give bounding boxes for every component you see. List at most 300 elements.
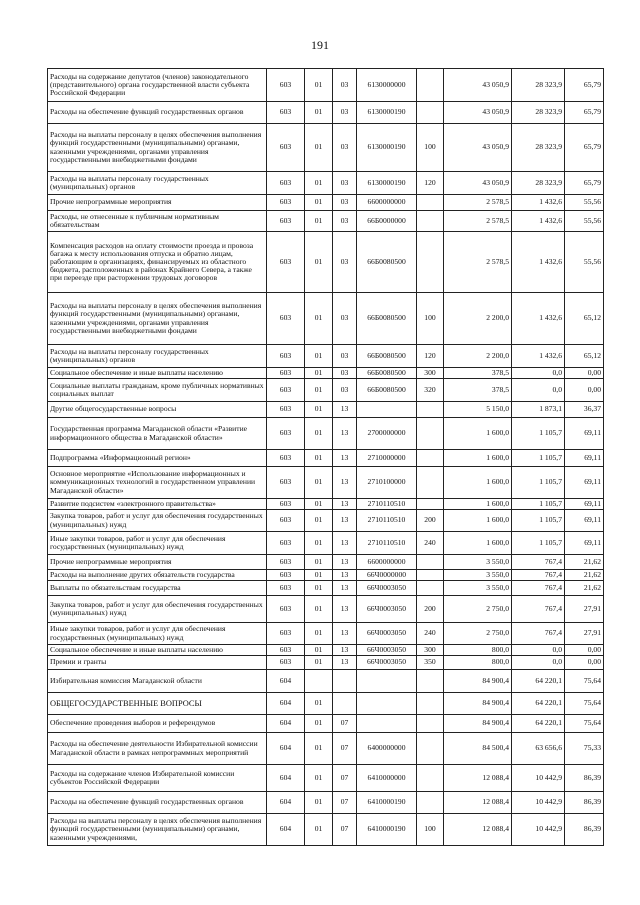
table-row — [48, 124, 604, 172]
subsection-code-cell: 03 — [333, 172, 357, 195]
expense-type-cell: 120 — [417, 172, 444, 195]
expense-type-cell: 320 — [417, 379, 444, 402]
target-article-cell: 2710100000 — [357, 467, 417, 499]
table-row — [48, 172, 604, 195]
target-article-cell: 6410000190 — [357, 792, 417, 814]
plan-amount-cell: 3 550,0 — [444, 555, 512, 570]
subsection-code-cell: 13 — [333, 623, 357, 645]
plan-amount-cell: 2 578,5 — [444, 211, 512, 232]
section-code-cell: 01 — [305, 792, 333, 814]
ministry-code-cell: 603 — [267, 581, 305, 596]
ministry-code-cell: 604 — [267, 792, 305, 814]
fact-amount-cell: 1 105,7 — [512, 467, 565, 499]
ministry-code-cell: 603 — [267, 656, 305, 670]
expense-type-cell: 300 — [417, 645, 444, 656]
target-article-cell: 66Б0080500 — [357, 293, 417, 345]
subsection-code-cell: 07 — [333, 715, 357, 733]
section-code-cell: 01 — [305, 345, 333, 368]
ministry-code-cell: 603 — [267, 532, 305, 555]
plan-amount-cell: 84 500,4 — [444, 733, 512, 765]
percent-cell: 86,39 — [565, 792, 604, 814]
subsection-code-cell: 03 — [333, 293, 357, 345]
section-code-cell: 01 — [305, 733, 333, 765]
target-article-cell: 66Б0080500 — [357, 368, 417, 379]
table-row — [48, 581, 604, 596]
percent-cell: 55,56 — [565, 195, 604, 211]
ministry-code-cell: 603 — [267, 418, 305, 450]
row-name-cell: Расходы на выполнение других обязательств государства — [48, 570, 267, 581]
ministry-code-cell: 603 — [267, 623, 305, 645]
expense-type-cell — [417, 581, 444, 596]
subsection-code-cell — [333, 693, 357, 715]
table-row — [48, 532, 604, 555]
target-article-cell — [357, 693, 417, 715]
expense-type-cell — [417, 211, 444, 232]
target-article-cell: 66Ч0003050 — [357, 645, 417, 656]
target-article-cell: 66Б0000000 — [357, 211, 417, 232]
target-article-cell: 66Ч0000000 — [357, 570, 417, 581]
target-article-cell: 2710110510 — [357, 532, 417, 555]
target-article-cell: 2710110510 — [357, 510, 417, 532]
section-code-cell: 01 — [305, 211, 333, 232]
expense-type-cell — [417, 102, 444, 124]
row-name-cell: Закупка товаров, работ и услуг для обеспечения государственных (муниципальных) нужд — [48, 510, 267, 532]
row-name-cell: Закупка товаров, работ и услуг для обеспечения государственных (муниципальных) нужд — [48, 596, 267, 623]
ministry-code-cell: 604 — [267, 715, 305, 733]
subsection-code-cell: 13 — [333, 570, 357, 581]
percent-cell: 65,79 — [565, 172, 604, 195]
table-row — [48, 102, 604, 124]
table-row — [48, 765, 604, 792]
section-code-cell: 01 — [305, 450, 333, 467]
plan-amount-cell: 2 750,0 — [444, 623, 512, 645]
subsection-code-cell: 13 — [333, 555, 357, 570]
row-name-cell: Прочие непрограммные мероприятия — [48, 555, 267, 570]
table-row — [48, 596, 604, 623]
fact-amount-cell: 1 432,6 — [512, 232, 565, 293]
plan-amount-cell: 84 900,4 — [444, 693, 512, 715]
fact-amount-cell: 1 105,7 — [512, 499, 565, 510]
subsection-code-cell: 03 — [333, 345, 357, 368]
plan-amount-cell: 1 600,0 — [444, 467, 512, 499]
expense-type-cell — [417, 195, 444, 211]
table-row — [48, 69, 604, 102]
fact-amount-cell: 767,4 — [512, 581, 565, 596]
plan-amount-cell: 1 600,0 — [444, 450, 512, 467]
row-name-cell: Расходы на содержание депутатов (членов) законодательного (представительного) органа государственной власти субъекта Российской Федерации — [48, 69, 267, 102]
fact-amount-cell: 0,0 — [512, 368, 565, 379]
fact-amount-cell: 28 323,9 — [512, 124, 565, 172]
ministry-code-cell: 603 — [267, 596, 305, 623]
section-code-cell: 01 — [305, 232, 333, 293]
expense-type-cell: 240 — [417, 532, 444, 555]
subsection-code-cell: 03 — [333, 102, 357, 124]
target-article-cell: 66Б0080500 — [357, 345, 417, 368]
percent-cell: 27,91 — [565, 623, 604, 645]
target-article-cell: 6130000190 — [357, 102, 417, 124]
row-name-cell: Расходы на выплаты персоналу в целях обеспечения выполнения функций государственными (муниципальными) органами, казенными учреждениями, органами управления государственными внебюджетными фондами — [48, 124, 267, 172]
ministry-code-cell: 603 — [267, 69, 305, 102]
fact-amount-cell: 1 105,7 — [512, 532, 565, 555]
section-code-cell: 01 — [305, 69, 333, 102]
table-row — [48, 467, 604, 499]
row-name-cell: Расходы на выплаты персоналу в целях обеспечения выполнения функций государственными (муниципальными) органами, казенными учреждениями, — [48, 814, 267, 846]
percent-cell: 69,11 — [565, 467, 604, 499]
target-article-cell: 2700000000 — [357, 418, 417, 450]
plan-amount-cell: 2 578,5 — [444, 232, 512, 293]
ministry-code-cell: 603 — [267, 368, 305, 379]
expense-type-cell — [417, 232, 444, 293]
ministry-code-cell: 603 — [267, 570, 305, 581]
subsection-code-cell: 13 — [333, 596, 357, 623]
percent-cell: 0,00 — [565, 368, 604, 379]
ministry-code-cell: 603 — [267, 232, 305, 293]
table-row — [48, 293, 604, 345]
percent-cell: 21,62 — [565, 555, 604, 570]
expense-type-cell — [417, 570, 444, 581]
page-number: 191 — [311, 38, 329, 52]
percent-cell: 27,91 — [565, 596, 604, 623]
row-name-cell: Премии и гранты — [48, 656, 267, 670]
ministry-code-cell: 603 — [267, 211, 305, 232]
section-code-cell: 01 — [305, 510, 333, 532]
percent-cell: 69,11 — [565, 510, 604, 532]
expense-type-cell: 100 — [417, 124, 444, 172]
plan-amount-cell: 12 088,4 — [444, 765, 512, 792]
plan-amount-cell: 12 088,4 — [444, 814, 512, 846]
row-name-cell: Подпрограмма «Информационный регион» — [48, 450, 267, 467]
row-name-cell: Расходы на выплаты персоналу в целях обеспечения выполнения функций государственными (муниципальными) органами, казенными учреждениями, органами управления государственными внебюджетными фондами — [48, 293, 267, 345]
percent-cell: 0,00 — [565, 645, 604, 656]
fact-amount-cell: 10 442,9 — [512, 814, 565, 846]
expense-type-cell: 300 — [417, 368, 444, 379]
percent-cell: 69,11 — [565, 450, 604, 467]
ministry-code-cell: 603 — [267, 402, 305, 418]
table-row — [48, 814, 604, 846]
section-code-cell: 01 — [305, 499, 333, 510]
target-article-cell: 66Ч0003050 — [357, 596, 417, 623]
subsection-code-cell: 13 — [333, 450, 357, 467]
expense-type-cell: 200 — [417, 596, 444, 623]
target-article-cell: 6130000190 — [357, 172, 417, 195]
section-code-cell: 01 — [305, 402, 333, 418]
expense-type-cell — [417, 715, 444, 733]
plan-amount-cell: 800,0 — [444, 656, 512, 670]
percent-cell: 65,79 — [565, 69, 604, 102]
plan-amount-cell: 2 200,0 — [444, 345, 512, 368]
table-row — [48, 792, 604, 814]
ministry-code-cell: 603 — [267, 293, 305, 345]
section-code-cell: 01 — [305, 596, 333, 623]
fact-amount-cell: 1 105,7 — [512, 418, 565, 450]
table-row — [48, 379, 604, 402]
section-code-cell: 01 — [305, 656, 333, 670]
target-article-cell: 6130000000 — [357, 69, 417, 102]
table-row — [48, 499, 604, 510]
section-code-cell: 01 — [305, 693, 333, 715]
subsection-code-cell: 03 — [333, 195, 357, 211]
table-row — [48, 656, 604, 670]
table-row — [48, 402, 604, 418]
target-article-cell: 2710110510 — [357, 499, 417, 510]
target-article-cell: 66Ч0003050 — [357, 623, 417, 645]
subsection-code-cell: 03 — [333, 368, 357, 379]
expense-type-cell — [417, 499, 444, 510]
table-row — [48, 450, 604, 467]
row-name-cell: Иные закупки товаров, работ и услуг для обеспечения государственных (муниципальных) нужд — [48, 532, 267, 555]
fact-amount-cell: 767,4 — [512, 623, 565, 645]
ministry-code-cell: 603 — [267, 172, 305, 195]
percent-cell: 86,39 — [565, 765, 604, 792]
plan-amount-cell: 378,5 — [444, 368, 512, 379]
target-article-cell: 66Б0080500 — [357, 232, 417, 293]
expense-type-cell — [417, 670, 444, 693]
table-row — [48, 211, 604, 232]
row-name-cell: Компенсация расходов на оплату стоимости проезда и провоза багажа к месту использования отпуска и обратно лицам, работающим в организациях, финансируемых из областного бюджета, расположенных в районах Крайнего Севера, а также при переезде при расторжении трудовых договоров — [48, 232, 267, 293]
percent-cell: 75,33 — [565, 733, 604, 765]
ministry-code-cell: 603 — [267, 102, 305, 124]
expense-type-cell: 200 — [417, 510, 444, 532]
percent-cell: 75,64 — [565, 715, 604, 733]
ministry-code-cell: 603 — [267, 379, 305, 402]
subsection-code-cell: 13 — [333, 581, 357, 596]
fact-amount-cell: 64 220,1 — [512, 715, 565, 733]
fact-amount-cell: 64 220,1 — [512, 693, 565, 715]
table-row — [48, 715, 604, 733]
section-code-cell: 01 — [305, 418, 333, 450]
subsection-code-cell: 13 — [333, 402, 357, 418]
ministry-code-cell: 604 — [267, 693, 305, 715]
percent-cell: 21,62 — [565, 581, 604, 596]
row-name-cell: Расходы на содержание членов Избирательной комиссии субъектов Российской Федерации — [48, 765, 267, 792]
section-code-cell: 01 — [305, 124, 333, 172]
expense-type-cell: 240 — [417, 623, 444, 645]
fact-amount-cell: 1 105,7 — [512, 450, 565, 467]
percent-cell: 36,37 — [565, 402, 604, 418]
subsection-code-cell — [333, 670, 357, 693]
plan-amount-cell: 1 600,0 — [444, 532, 512, 555]
percent-cell: 69,11 — [565, 532, 604, 555]
plan-amount-cell: 3 550,0 — [444, 581, 512, 596]
percent-cell: 69,11 — [565, 418, 604, 450]
plan-amount-cell: 3 550,0 — [444, 570, 512, 581]
row-name-cell: Расходы на обеспечение функций государственных органов — [48, 792, 267, 814]
section-code-cell: 01 — [305, 765, 333, 792]
subsection-code-cell: 03 — [333, 124, 357, 172]
fact-amount-cell: 10 442,9 — [512, 792, 565, 814]
percent-cell: 55,56 — [565, 232, 604, 293]
row-name-cell: Иные закупки товаров, работ и услуг для обеспечения государственных (муниципальных) нужд — [48, 623, 267, 645]
table-row — [48, 623, 604, 645]
ministry-code-cell: 604 — [267, 814, 305, 846]
expense-type-cell — [417, 693, 444, 715]
section-code-cell: 01 — [305, 102, 333, 124]
percent-cell: 75,64 — [565, 693, 604, 715]
plan-amount-cell: 2 750,0 — [444, 596, 512, 623]
table-row — [48, 670, 604, 693]
plan-amount-cell: 1 600,0 — [444, 418, 512, 450]
ministry-code-cell: 603 — [267, 467, 305, 499]
row-name-cell: Другие общегосударственные вопросы — [48, 402, 267, 418]
fact-amount-cell: 0,0 — [512, 656, 565, 670]
row-name-cell: Расходы на выплаты персоналу государственных (муниципальных) органов — [48, 172, 267, 195]
target-article-cell: 6600000000 — [357, 195, 417, 211]
subsection-code-cell: 13 — [333, 467, 357, 499]
table-row — [48, 693, 604, 715]
fact-amount-cell: 0,0 — [512, 645, 565, 656]
subsection-code-cell: 03 — [333, 69, 357, 102]
row-name-cell: Выплаты по обязательствам государства — [48, 581, 267, 596]
ministry-code-cell: 603 — [267, 555, 305, 570]
expense-type-cell — [417, 450, 444, 467]
row-name-cell: Развитие подсистем «электронного правительства» — [48, 499, 267, 510]
table-row — [48, 570, 604, 581]
percent-cell: 75,64 — [565, 670, 604, 693]
table-row — [48, 645, 604, 656]
expense-type-cell: 120 — [417, 345, 444, 368]
section-code-cell: 01 — [305, 532, 333, 555]
target-article-cell: 66Б0080500 — [357, 379, 417, 402]
row-name-cell: Социальные выплаты гражданам, кроме публичных нормативных социальных выплат — [48, 379, 267, 402]
row-name-cell: Государственная программа Магаданской области «Развитие информационного общества в Магаданской области» — [48, 418, 267, 450]
table-row — [48, 733, 604, 765]
percent-cell: 55,56 — [565, 211, 604, 232]
row-name-cell: Расходы на выплаты персоналу государственных (муниципальных) органов — [48, 345, 267, 368]
plan-amount-cell: 43 050,9 — [444, 69, 512, 102]
table-row — [48, 555, 604, 570]
section-code-cell: 01 — [305, 623, 333, 645]
plan-amount-cell: 1 600,0 — [444, 510, 512, 532]
percent-cell: 65,12 — [565, 293, 604, 345]
section-code-cell: 01 — [305, 293, 333, 345]
expense-type-cell — [417, 733, 444, 765]
percent-cell: 86,39 — [565, 814, 604, 846]
target-article-cell — [357, 402, 417, 418]
subsection-code-cell: 03 — [333, 232, 357, 293]
target-article-cell: 2710000000 — [357, 450, 417, 467]
table-body — [48, 69, 604, 846]
target-article-cell: 6410000190 — [357, 814, 417, 846]
plan-amount-cell: 12 088,4 — [444, 792, 512, 814]
percent-cell: 65,79 — [565, 102, 604, 124]
subsection-code-cell: 03 — [333, 379, 357, 402]
section-code-cell: 01 — [305, 467, 333, 499]
fact-amount-cell: 1 873,1 — [512, 402, 565, 418]
row-name-cell: Социальное обеспечение и иные выплаты населению — [48, 368, 267, 379]
fact-amount-cell: 28 323,9 — [512, 102, 565, 124]
plan-amount-cell: 43 050,9 — [444, 172, 512, 195]
section-code-cell: 01 — [305, 195, 333, 211]
expense-type-cell — [417, 792, 444, 814]
table-row — [48, 232, 604, 293]
expense-type-cell — [417, 69, 444, 102]
expense-type-cell — [417, 418, 444, 450]
expense-type-cell: 100 — [417, 814, 444, 846]
fact-amount-cell: 1 105,7 — [512, 510, 565, 532]
subsection-code-cell: 13 — [333, 645, 357, 656]
plan-amount-cell: 5 150,0 — [444, 402, 512, 418]
plan-amount-cell: 2 578,5 — [444, 195, 512, 211]
plan-amount-cell: 84 900,4 — [444, 715, 512, 733]
target-article-cell: 66Ч0003050 — [357, 581, 417, 596]
target-article-cell: 66Ч0003050 — [357, 656, 417, 670]
row-name-cell: Расходы, не отнесенные к публичным нормативным обязательствам — [48, 211, 267, 232]
percent-cell: 0,00 — [565, 656, 604, 670]
fact-amount-cell: 1 432,6 — [512, 293, 565, 345]
fact-amount-cell: 28 323,9 — [512, 172, 565, 195]
plan-amount-cell: 800,0 — [444, 645, 512, 656]
plan-amount-cell: 2 200,0 — [444, 293, 512, 345]
expense-type-cell — [417, 765, 444, 792]
plan-amount-cell: 84 900,4 — [444, 670, 512, 693]
fact-amount-cell: 1 432,6 — [512, 345, 565, 368]
table-row — [48, 368, 604, 379]
section-code-cell: 01 — [305, 715, 333, 733]
expense-type-cell: 350 — [417, 656, 444, 670]
ministry-code-cell: 603 — [267, 195, 305, 211]
subsection-code-cell: 13 — [333, 656, 357, 670]
plan-amount-cell: 1 600,0 — [444, 499, 512, 510]
budget-table — [47, 68, 604, 846]
section-code-cell: 01 — [305, 581, 333, 596]
subsection-code-cell: 13 — [333, 510, 357, 532]
subsection-code-cell: 07 — [333, 814, 357, 846]
section-code-cell: 01 — [305, 645, 333, 656]
fact-amount-cell: 28 323,9 — [512, 69, 565, 102]
ministry-code-cell: 603 — [267, 645, 305, 656]
target-article-cell: 6130000190 — [357, 124, 417, 172]
expense-type-cell — [417, 402, 444, 418]
row-name-cell: Прочие непрограммные мероприятия — [48, 195, 267, 211]
ministry-code-cell: 603 — [267, 345, 305, 368]
table-row — [48, 510, 604, 532]
fact-amount-cell: 10 442,9 — [512, 765, 565, 792]
section-code-cell: 01 — [305, 555, 333, 570]
subsection-code-cell: 03 — [333, 211, 357, 232]
percent-cell: 0,00 — [565, 379, 604, 402]
subsection-code-cell: 13 — [333, 532, 357, 555]
ministry-code-cell: 603 — [267, 450, 305, 467]
table-row — [48, 345, 604, 368]
fact-amount-cell: 767,4 — [512, 555, 565, 570]
section-code-cell — [305, 670, 333, 693]
ministry-code-cell: 603 — [267, 499, 305, 510]
plan-amount-cell: 43 050,9 — [444, 102, 512, 124]
section-code-cell: 01 — [305, 172, 333, 195]
ministry-code-cell: 603 — [267, 124, 305, 172]
ministry-code-cell: 604 — [267, 765, 305, 792]
subsection-code-cell: 13 — [333, 418, 357, 450]
ministry-code-cell: 604 — [267, 670, 305, 693]
fact-amount-cell: 767,4 — [512, 570, 565, 581]
section-code-cell: 01 — [305, 570, 333, 581]
fact-amount-cell: 0,0 — [512, 379, 565, 402]
percent-cell: 21,62 — [565, 570, 604, 581]
row-name-cell: Социальное обеспечение и иные выплаты населению — [48, 645, 267, 656]
expense-type-cell — [417, 467, 444, 499]
expense-type-cell — [417, 555, 444, 570]
plan-amount-cell: 43 050,9 — [444, 124, 512, 172]
ministry-code-cell: 604 — [267, 733, 305, 765]
row-name-cell: Избирательная комиссия Магаданской области — [48, 670, 267, 693]
row-name-cell: ОБЩЕГОСУДАРСТВЕННЫЕ ВОПРОСЫ — [48, 693, 267, 715]
row-name-cell: Обеспечение проведения выборов и референдумов — [48, 715, 267, 733]
target-article-cell — [357, 670, 417, 693]
plan-amount-cell: 378,5 — [444, 379, 512, 402]
row-name-cell: Основное мероприятие «Использование информационных и коммуникационных технологий в государственном управлении Магаданской области» — [48, 467, 267, 499]
subsection-code-cell: 07 — [333, 765, 357, 792]
fact-amount-cell: 1 432,6 — [512, 211, 565, 232]
